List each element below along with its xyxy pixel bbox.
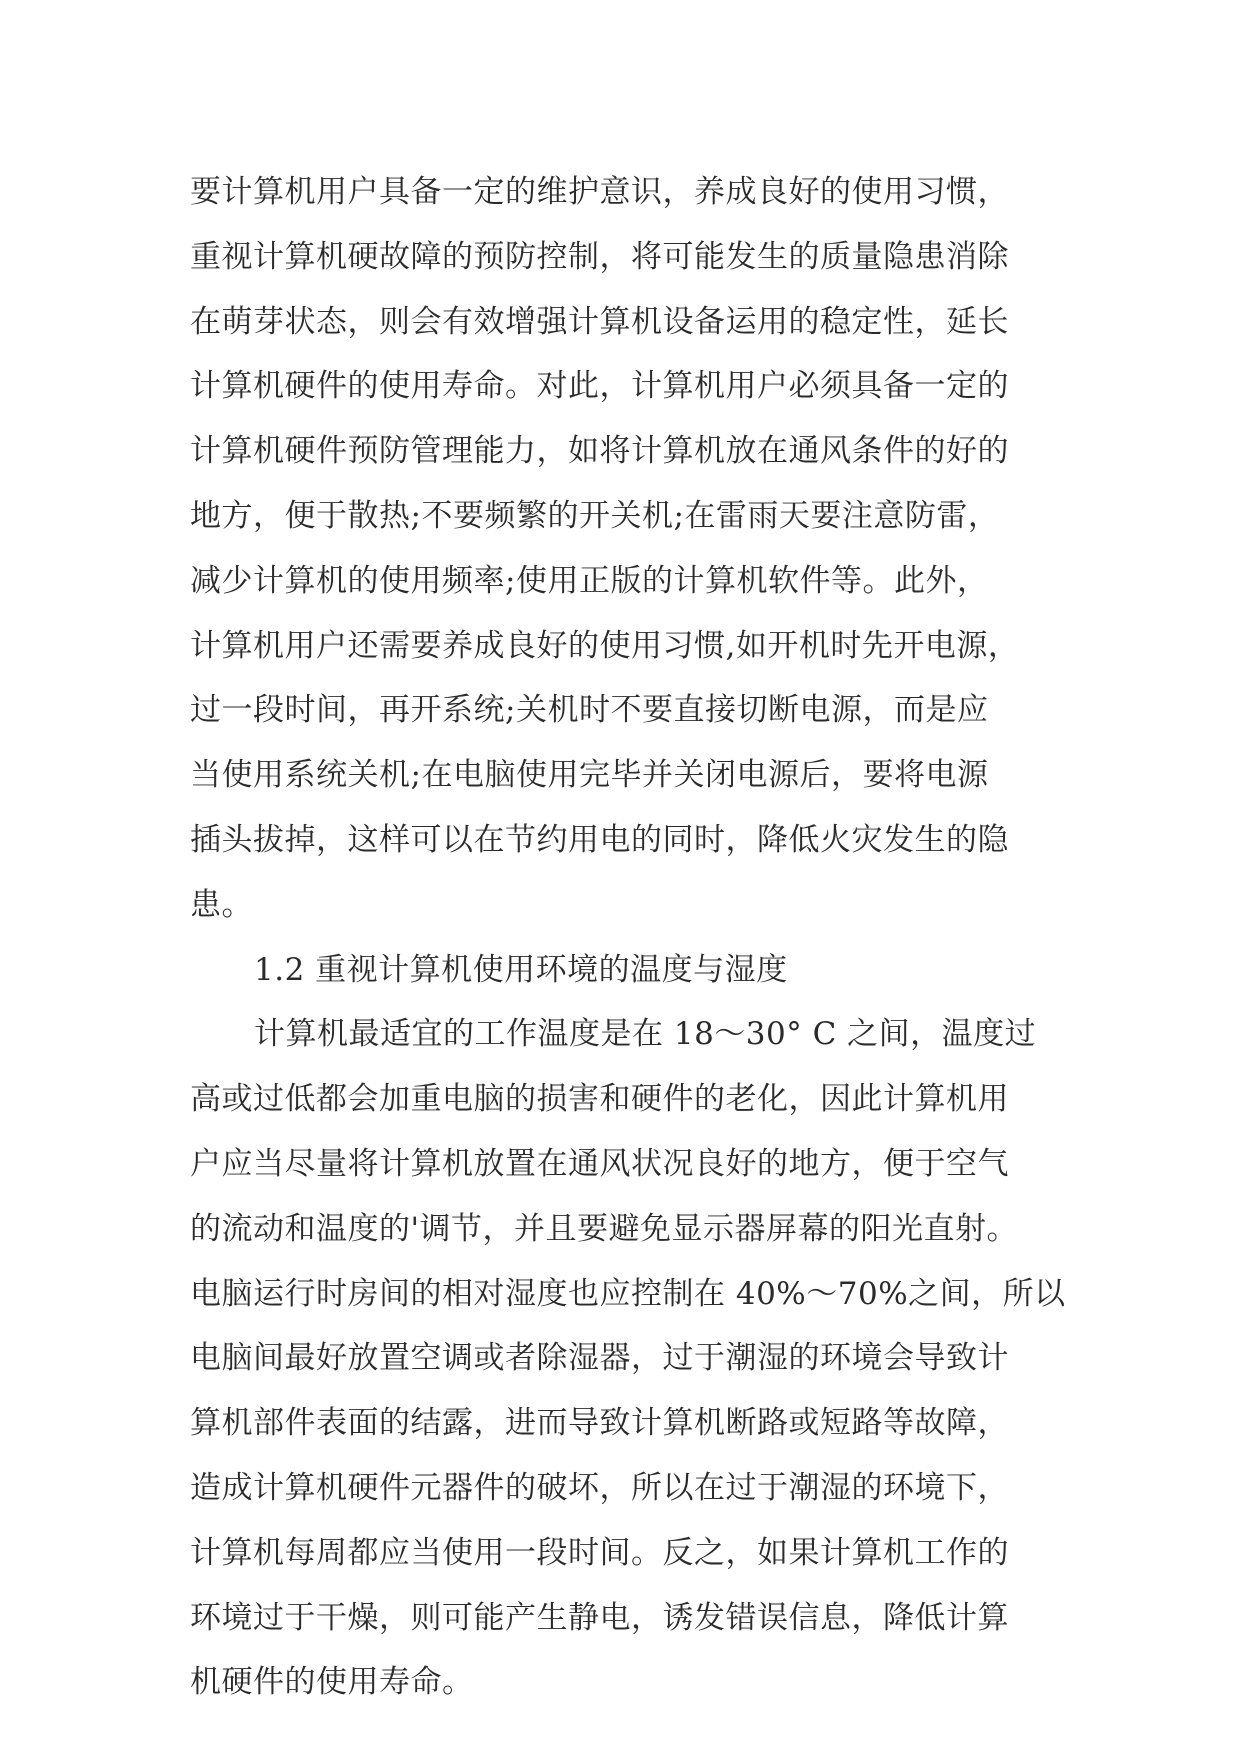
text-line: 计算机硬件预防管理能力，如将计算机放在通风条件的好的 (190, 433, 1009, 470)
text-line: 插头拔掉，这样可以在节约用电的同时，降低火灾发生的隐 (190, 821, 1009, 858)
text-line: 在萌芽状态，则会有效增强计算机设备运用的稳定性，延长 (190, 303, 1009, 340)
text-line: 计算机最适宜的工作温度是在 18～30° C 之间，温度过 (254, 1016, 1037, 1053)
text-line: 当使用系统关机;在电脑使用完毕并关闭电源后，要将电源 (190, 757, 989, 794)
paragraph-temperature-humidity (190, 1002, 1066, 1715)
text-line: 重视计算机硬故障的预防控制，将可能发生的质量隐患消除 (190, 238, 1009, 275)
text-line: 地方，便于散热;不要频繁的开关机;在雷雨天要注意防雷， (190, 497, 1000, 534)
text-line: 电脑运行时房间的相对湿度也应控制在 40%～70%之间，所以 (190, 1275, 1066, 1312)
text-line: 计算机每周都应当使用一段时间。反之，如果计算机工作的 (190, 1534, 1009, 1571)
text-line: 患。 (190, 886, 253, 923)
body-text (190, 160, 1066, 1715)
text-line: 算机部件表面的结露，进而导致计算机断路或短路等故障， (190, 1405, 1009, 1442)
text-line: 机硬件的使用寿命。 (190, 1664, 474, 1701)
text-line: 计算机用户还需要养成良好的使用习惯,如开机时先开电源， (190, 627, 1020, 664)
text-line: 减少计算机的使用频率;使用正版的计算机软件等。此外， (190, 562, 989, 599)
text-line: 要计算机用户具备一定的维护意识，养成良好的使用习惯， (190, 174, 1009, 210)
text-line: 计算机硬件的使用寿命。对此，计算机用户必须具备一定的 (190, 368, 1009, 405)
text-line: 户应当尽量将计算机放置在通风状况良好的地方，便于空气 (190, 1145, 1009, 1182)
text-line: 造成计算机硬件元器件的破坏，所以在过于潮湿的环境下， (190, 1469, 1009, 1506)
text-line: 环境过于干燥，则可能产生静电，诱发错误信息，降低计算 (190, 1599, 1009, 1636)
paragraph-maintenance-habits (190, 160, 1060, 938)
text-line: 的流动和温度的'调节，并且要避免显示器屏幕的阳光直射。 (190, 1210, 1019, 1247)
text-line: 过一段时间，再开系统;关机时不要直接切断电源，而是应 (190, 692, 989, 729)
text-line: 电脑间最好放置空调或者除湿器，过于潮湿的环境会导致计 (190, 1340, 1009, 1377)
text-line: 高或过低都会加重电脑的损害和硬件的老化，因此计算机用 (190, 1081, 1009, 1118)
section-heading: 1.2 重视计算机使用环境的温度与湿度 (254, 951, 788, 988)
